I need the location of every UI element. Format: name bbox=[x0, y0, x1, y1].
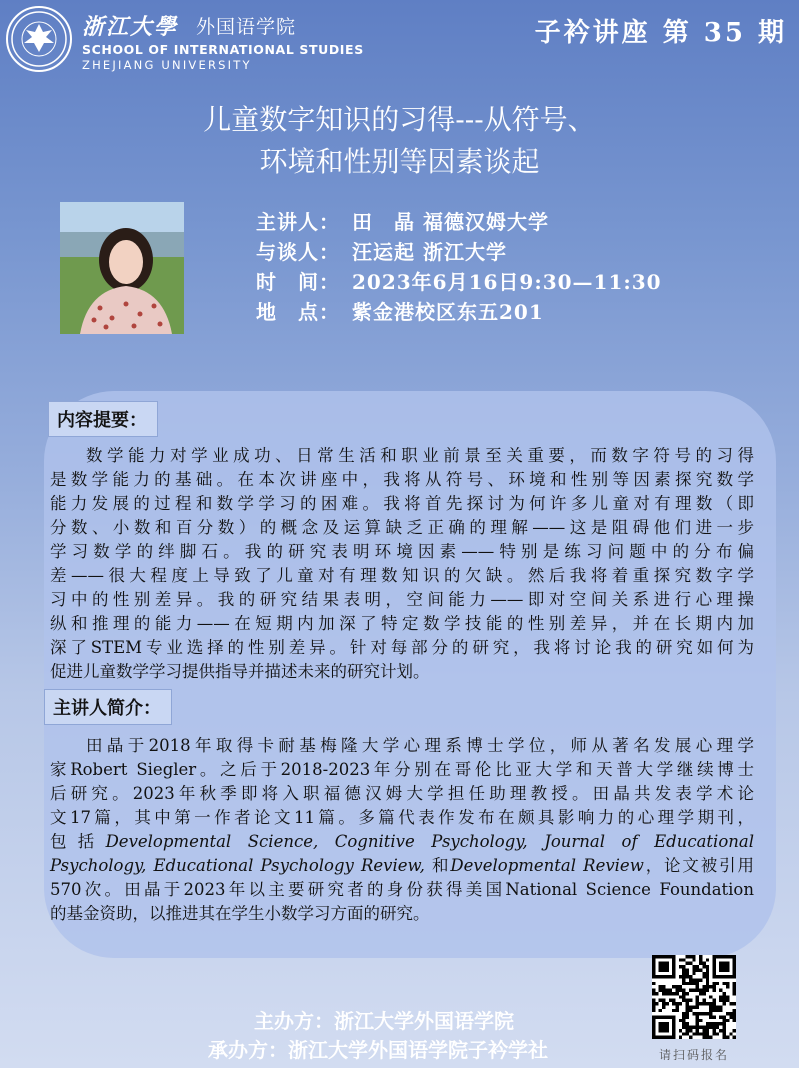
abstract-line: 是数学能力的基础。在本次讲座中，我将从符号、环境和性别等因素探究数学 bbox=[50, 470, 754, 489]
time-value: 2023年6月16日9:30—11:30 bbox=[352, 270, 662, 294]
host-label: 主办方： bbox=[254, 1009, 334, 1033]
bio-line-suffix: ，论文被引用 bbox=[643, 856, 755, 875]
bio-text bbox=[50, 734, 754, 926]
time-row bbox=[256, 266, 662, 295]
speaker-label: 主讲人： bbox=[256, 210, 340, 234]
organizer-label: 承办方： bbox=[208, 1038, 288, 1062]
abstract-line: 习中的性别差异。我的研究结果表明，空间能力——即对空间关系进行心理操 bbox=[50, 590, 754, 609]
university-name-en: ZHEJIANG UNIVERSITY bbox=[82, 58, 252, 72]
bio-line: 570次。田晶于2023年以主要研究者的身份获得美国National Science Foundation bbox=[50, 880, 754, 899]
abstract-line: 数学能力对学业成功、日常生活和职业前景至关重要，而数字符号的习得 bbox=[86, 446, 754, 465]
bio-and: 和 bbox=[424, 856, 451, 875]
abstract-line: 纵和推理的能力——在短期内加深了特定数学技能的性别差异，并在长期内加 bbox=[50, 614, 754, 633]
host-value: 浙江大学外国语学院 bbox=[334, 1009, 514, 1033]
bio-line bbox=[50, 854, 754, 878]
journal-list-cont: Psychology, Educational Psychology Review, bbox=[50, 856, 425, 875]
qr-code-icon bbox=[652, 955, 736, 1039]
bio-line: 家Robert Siegler。之后于2018-2023年分别在哥伦比亚大学和天普大学继续博士 bbox=[50, 760, 754, 779]
abstract-line: 学习数学的绊脚石。我的研究表明环境因素——特别是练习问题中的分布偏 bbox=[50, 542, 754, 561]
place-value: 紫金港校区东五201 bbox=[352, 300, 544, 324]
bio-line: 田晶于2018年取得卡耐基梅隆大学心理系博士学位，师从著名发展心理学 bbox=[86, 736, 754, 755]
school-name-en: SCHOOL OF INTERNATIONAL STUDIES bbox=[82, 42, 364, 57]
place-row bbox=[256, 296, 544, 325]
abstract-line: 能力发展的过程和数学学习的困难。我将首先探讨为何许多儿童对有理数（即 bbox=[50, 494, 754, 513]
time-label: 时 间： bbox=[256, 270, 340, 294]
discussant-value: 汪运起 浙江大学 bbox=[352, 240, 507, 264]
abstract-line: 促进儿童数学学习提供指导并描述未来的研究计划。 bbox=[50, 662, 430, 681]
registration-qr-code[interactable] bbox=[652, 955, 736, 1039]
bio-label: 主讲人简介： bbox=[44, 689, 172, 725]
abstract-text bbox=[50, 444, 754, 684]
journal-last: Developmental Review bbox=[450, 856, 644, 875]
abstract-line: 分数、小数和百分数）的概念及运算缺乏正确的理解——这是阻碍他们进一步 bbox=[50, 518, 754, 537]
journal-list: Developmental Science, Cognitive Psychology, Journal of Educational bbox=[105, 832, 754, 851]
abstract-line: 差——很大程度上导致了儿童对有理数知识的欠缺。然后我将着重探究数字学 bbox=[50, 566, 754, 585]
school-name-zh: 外国语学院 bbox=[196, 16, 297, 38]
host-row bbox=[254, 1005, 514, 1034]
organizer-value: 浙江大学外国语学院子衿学社 bbox=[288, 1038, 548, 1062]
lecture-series-number: 子衿讲座 第 35 期 bbox=[534, 18, 787, 48]
discussant-label: 与谈人： bbox=[256, 240, 340, 264]
bio-line-prefix: 包括 bbox=[50, 832, 106, 851]
abstract-line: 深了STEM专业选择的性别差异。针对每部分的研究，我将讨论我的研究如何为 bbox=[50, 638, 754, 657]
university-name-zh: 浙江大學 bbox=[82, 14, 179, 40]
abstract-label: 内容提要： bbox=[48, 401, 158, 437]
place-label: 地 点： bbox=[256, 300, 340, 324]
discussant-row bbox=[256, 236, 507, 265]
speaker-photo bbox=[60, 202, 184, 334]
university-logo bbox=[6, 6, 72, 72]
bio-line: 的基金资助，以推进其在学生小数学习方面的研究。 bbox=[50, 904, 430, 923]
lecture-title-line2: 环境和性别等因素谈起 bbox=[259, 145, 540, 178]
lecture-title-line1: 儿童数字知识的习得---从符号、 bbox=[203, 103, 596, 136]
qr-caption: 请扫码报名 bbox=[658, 1048, 729, 1062]
speaker-value: 田 晶 福德汉姆大学 bbox=[352, 210, 549, 234]
speaker-row bbox=[256, 206, 549, 235]
bio-line bbox=[50, 830, 754, 854]
university-emblem-icon bbox=[10, 10, 68, 68]
bio-line: 文17篇，其中第一作者论文11篇。多篇代表作发布在颇具影响力的心理学期刊， bbox=[50, 808, 754, 827]
bio-line: 后研究。2023年秋季即将入职福德汉姆大学担任助理教授。田晶共发表学术论 bbox=[50, 784, 754, 803]
organizer-row bbox=[208, 1034, 548, 1063]
